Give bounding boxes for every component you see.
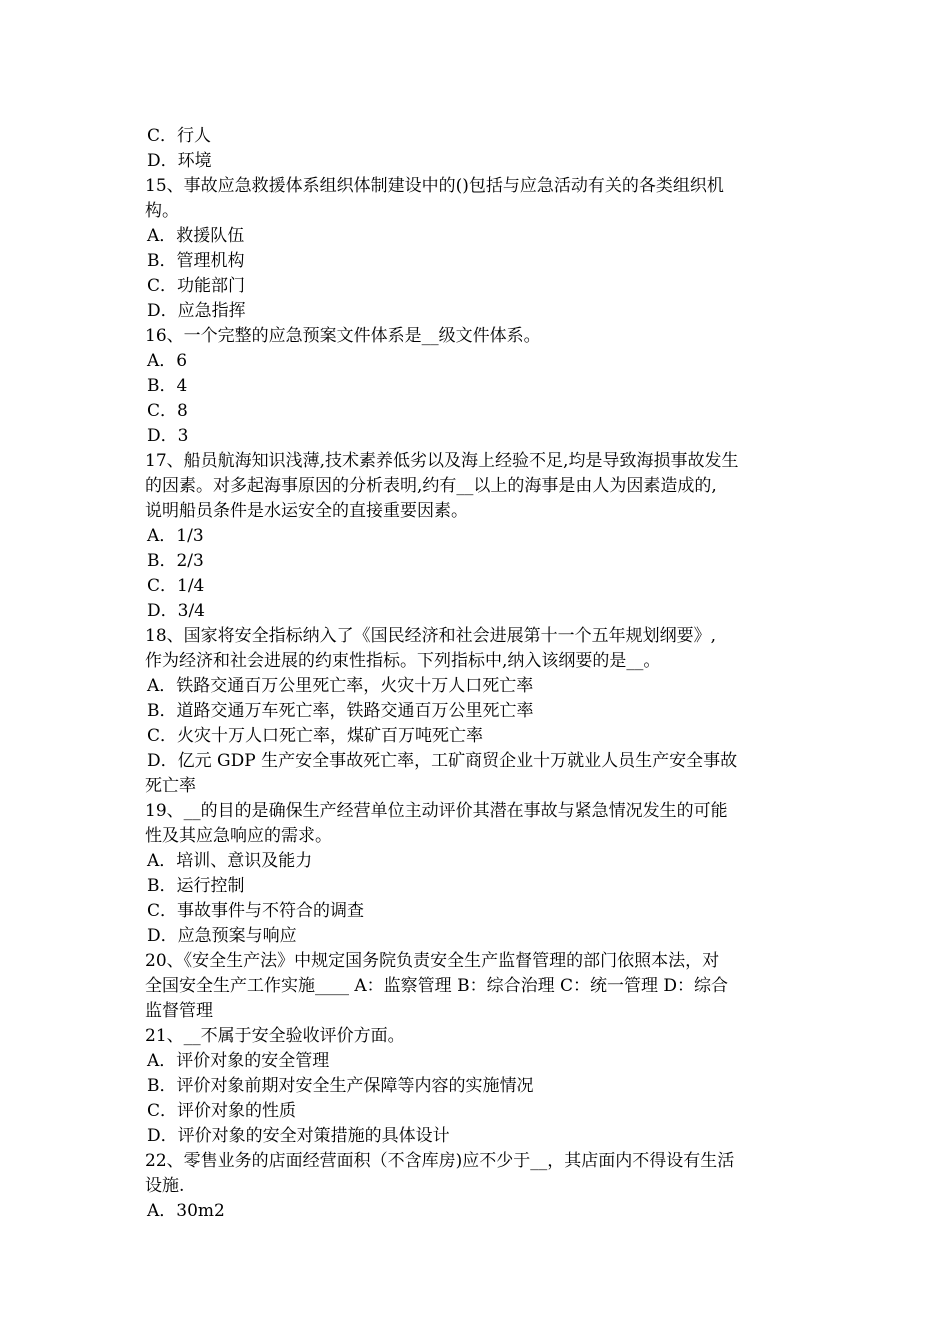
answer-option: A．培训、意识及能力 xyxy=(147,851,313,871)
answer-option: A．6 xyxy=(147,351,188,371)
answer-option: B．道路交通万车死亡率，铁路交通百万公里死亡率 xyxy=(147,701,534,721)
answer-option: A．1/3 xyxy=(147,526,204,546)
answer-option: C．1/4 xyxy=(147,576,205,596)
answer-option: A．救援队伍 xyxy=(147,226,245,246)
question-text: 20、《安全生产法》中规定国务院负责安全生产监督管理的部门依照本法，对 xyxy=(145,951,720,971)
question-text: 的因素。对多起海事原因的分析表明,约有__以上的海事是由人为因素造成的, xyxy=(145,476,717,496)
answer-option: D．亿元 GDP 生产安全事故死亡率，工矿商贸企业十万就业人员生产安全事故 xyxy=(147,751,738,771)
answer-option: B．运行控制 xyxy=(147,876,245,896)
answer-option: B．4 xyxy=(147,376,188,396)
answer-option: D．评价对象的安全对策措施的具体设计 xyxy=(147,1126,450,1146)
document-body xyxy=(145,124,810,1224)
answer-option: A．30m2 xyxy=(147,1201,225,1221)
answer-option: C．8 xyxy=(147,401,188,421)
question-text: 16、一个完整的应急预案文件体系是__级文件体系。 xyxy=(145,326,541,346)
question-text: 死亡率 xyxy=(145,776,196,796)
answer-option: C．火灾十万人口死亡率，煤矿百万吨死亡率 xyxy=(147,726,484,746)
question-text: 设施. xyxy=(145,1176,185,1196)
answer-option: C．事故事件与不符合的调查 xyxy=(147,901,365,921)
answer-option: B．评价对象前期对安全生产保障等内容的实施情况 xyxy=(147,1076,534,1096)
question-text: 22、零售业务的店面经营面积（不含库房)应不少于__，其店面内不得设有生活 xyxy=(145,1151,735,1171)
answer-option: C．行人 xyxy=(147,126,212,146)
question-text: 19、__的目的是确保生产经营单位主动评价其潜在事故与紧急情况发生的可能 xyxy=(145,801,728,821)
answer-option: D．应急预案与响应 xyxy=(147,926,297,946)
answer-option: D．3/4 xyxy=(147,601,205,621)
question-text: 构。 xyxy=(145,201,179,221)
question-text: 作为经济和社会进展的约束性指标。下列指标中,纳入该纲要的是__。 xyxy=(145,651,661,671)
question-text: 说明船员条件是水运安全的直接重要因素。 xyxy=(145,501,468,521)
answer-option: C．功能部门 xyxy=(147,276,246,296)
answer-option: D．3 xyxy=(147,426,189,446)
question-text: 15、事故应急救援体系组织体制建设中的()包括与应急活动有关的各类组织机 xyxy=(145,176,724,196)
answer-option: D．应急指挥 xyxy=(147,301,246,321)
answer-option: A．评价对象的安全管理 xyxy=(147,1051,330,1071)
question-text: 21、__不属于安全验收评价方面。 xyxy=(145,1026,405,1046)
answer-option: D．环境 xyxy=(147,151,212,171)
answer-option: A．铁路交通百万公里死亡率，火灾十万人口死亡率 xyxy=(147,676,534,696)
question-text: 17、船员航海知识浅薄,技术素养低劣以及海上经验不足,均是导致海损事故发生 xyxy=(145,451,739,471)
answer-option: B．管理机构 xyxy=(147,251,245,271)
answer-option: B．2/3 xyxy=(147,551,204,571)
question-text: 监督管理 xyxy=(145,1001,213,1021)
question-text: 全国安全生产工作实施____ A：监察管理 B：综合治理 C：统一管理 D：综合 xyxy=(145,976,729,996)
answer-option: C．评价对象的性质 xyxy=(147,1101,297,1121)
question-text: 性及其应急响应的需求。 xyxy=(145,826,332,846)
question-text: 18、国家将安全指标纳入了《国民经济和社会进展第十一个五年规划纲要》, xyxy=(145,626,717,646)
